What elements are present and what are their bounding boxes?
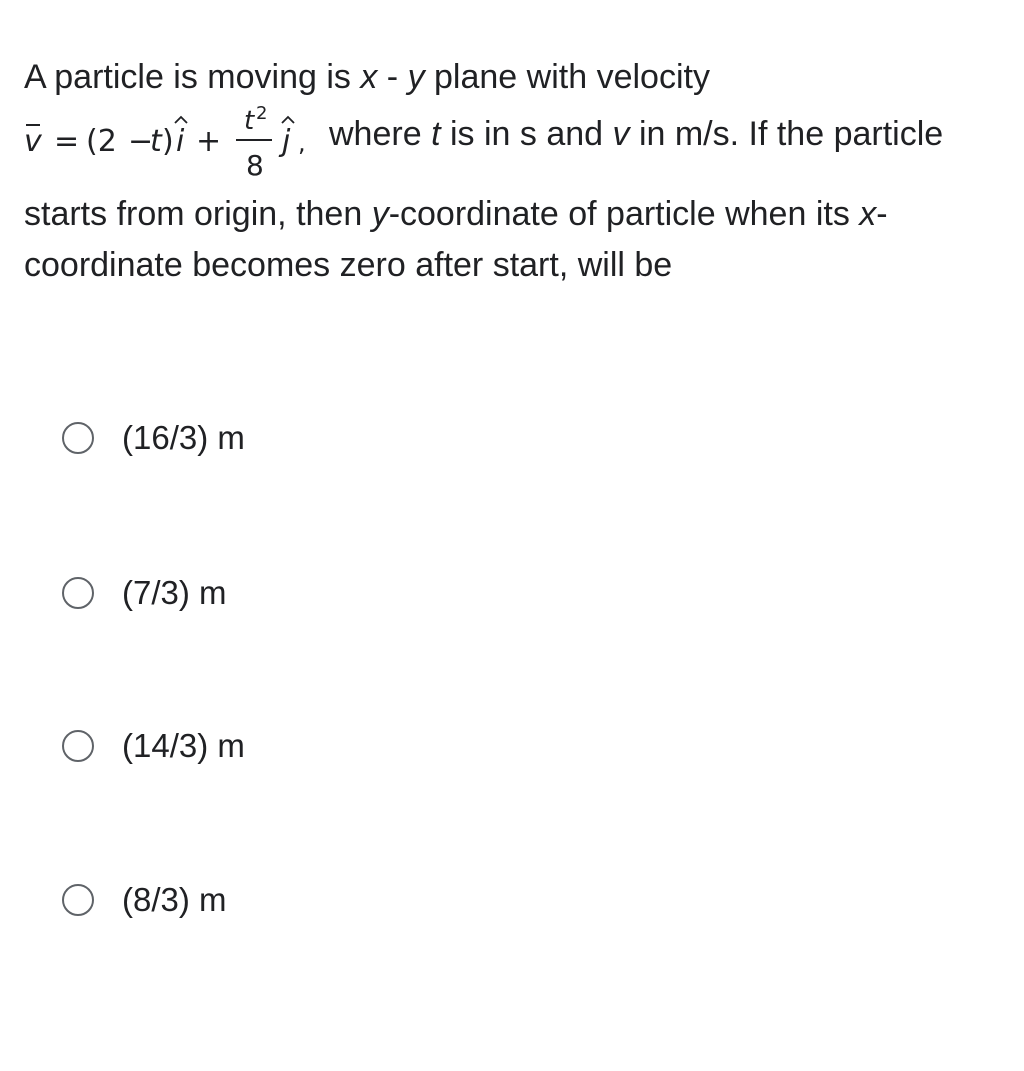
eq-j-hat-caret (282, 117, 294, 123)
option-1[interactable] (62, 418, 245, 458)
option-4-label: (8/3) m (122, 881, 227, 918)
eq-paren-close: ) (162, 124, 174, 159)
eq-i-hat-caret (175, 117, 187, 123)
eq-numerator: t (244, 106, 255, 136)
radio-button-1[interactable] (62, 422, 94, 454)
option-1-label: (16/3) m (122, 419, 245, 456)
option-3[interactable] (62, 726, 245, 766)
eq-v: v (24, 124, 42, 159)
eq-equals: = (54, 124, 80, 159)
eq-minus: − (128, 124, 154, 159)
radio-button-4[interactable] (62, 884, 94, 916)
eq-denominator: 8 (246, 149, 264, 181)
question-line-3: starts from origin, then y-coordinate of particle when its x- (24, 195, 888, 233)
eq-numerator-exp: 2 (256, 105, 268, 124)
eq-i-hat: i (176, 124, 185, 159)
question-line-4: coordinate becomes zero after start, will be (24, 246, 673, 284)
eq-j-hat: j (282, 124, 291, 159)
radio-button-3[interactable] (62, 730, 94, 762)
eq-comma: , (298, 129, 306, 157)
option-4[interactable] (62, 880, 227, 920)
question-line-2-tail: where t is in s and v in m/s. If the particle (329, 115, 944, 153)
question-text (24, 52, 999, 291)
option-3-label: (14/3) m (122, 727, 245, 764)
velocity-equation (24, 105, 324, 181)
question-line-1: A particle is moving is x - y plane with velocity (24, 58, 710, 96)
radio-button-2[interactable] (62, 577, 94, 609)
eq-t: t (150, 124, 162, 159)
eq-plus: + (196, 124, 222, 159)
eq-paren-open: (2 (86, 124, 117, 159)
question-line-2 (24, 105, 999, 181)
option-2[interactable] (62, 573, 227, 613)
option-2-label: (7/3) m (122, 574, 227, 611)
